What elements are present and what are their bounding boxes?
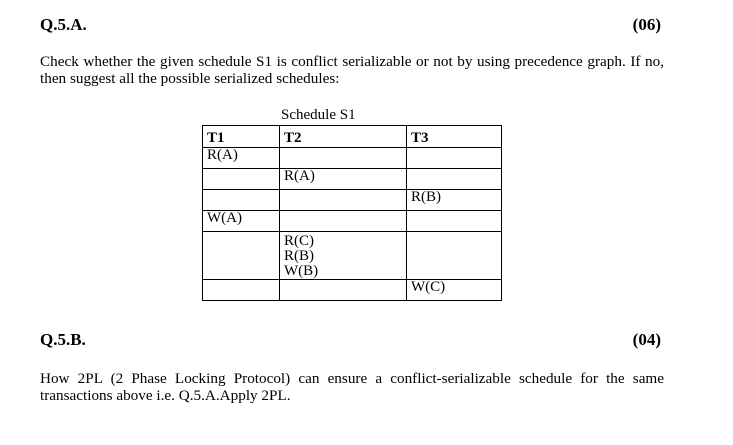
header-t3: T3 xyxy=(407,126,502,148)
cell-r0-t2 xyxy=(280,148,407,169)
question-5b-label: Q.5.B. xyxy=(40,330,86,349)
cell-r2-t3: R(B) xyxy=(407,190,502,211)
cell-r3-t3 xyxy=(407,211,502,232)
cell-r0-t3 xyxy=(407,148,502,169)
table-row xyxy=(203,190,502,211)
header-t2: T2 xyxy=(280,126,407,148)
cell-r4-t3 xyxy=(407,232,502,280)
schedule-caption: Schedule S1 xyxy=(281,107,356,123)
cell-r4-t1 xyxy=(203,232,280,280)
cell-r5-t3: W(C) xyxy=(407,280,502,301)
schedule-table xyxy=(202,125,502,301)
table-row xyxy=(203,211,502,232)
table-row xyxy=(203,280,502,301)
question-5a-label: Q.5.A. xyxy=(40,15,87,34)
cell-r1-t3 xyxy=(407,169,502,190)
cell-r0-t1: R(A) xyxy=(203,148,280,169)
cell-r2-t1 xyxy=(203,190,280,211)
cell-r3-t1: W(A) xyxy=(203,211,280,232)
cell-r5-t2 xyxy=(280,280,407,301)
question-5a-text: Check whether the given schedule S1 is conflict serializable or not by using precedence graph. If no, then suggest all the possible serialized schedules: xyxy=(40,53,664,87)
question-5a-marks: (06) xyxy=(632,15,661,34)
question-5b-marks: (04) xyxy=(632,330,661,349)
table-row xyxy=(203,169,502,190)
cell-r2-t2 xyxy=(280,190,407,211)
schedule-header-row xyxy=(203,126,502,148)
cell-r4-t2: R(C) R(B) W(B) xyxy=(280,232,407,280)
cell-r5-t1 xyxy=(203,280,280,301)
cell-r1-t1 xyxy=(203,169,280,190)
question-5b-header xyxy=(40,330,661,350)
table-row xyxy=(203,148,502,169)
table-row xyxy=(203,232,502,280)
cell-r1-t2: R(A) xyxy=(280,169,407,190)
question-5a-header xyxy=(40,15,661,35)
question-5b-text: How 2PL (2 Phase Locking Protocol) can ensure a conflict-serializable schedule for the same transactions above i.e. Q.5.A.Apply 2PL. xyxy=(40,370,664,404)
header-t1: T1 xyxy=(203,126,280,148)
cell-r3-t2 xyxy=(280,211,407,232)
